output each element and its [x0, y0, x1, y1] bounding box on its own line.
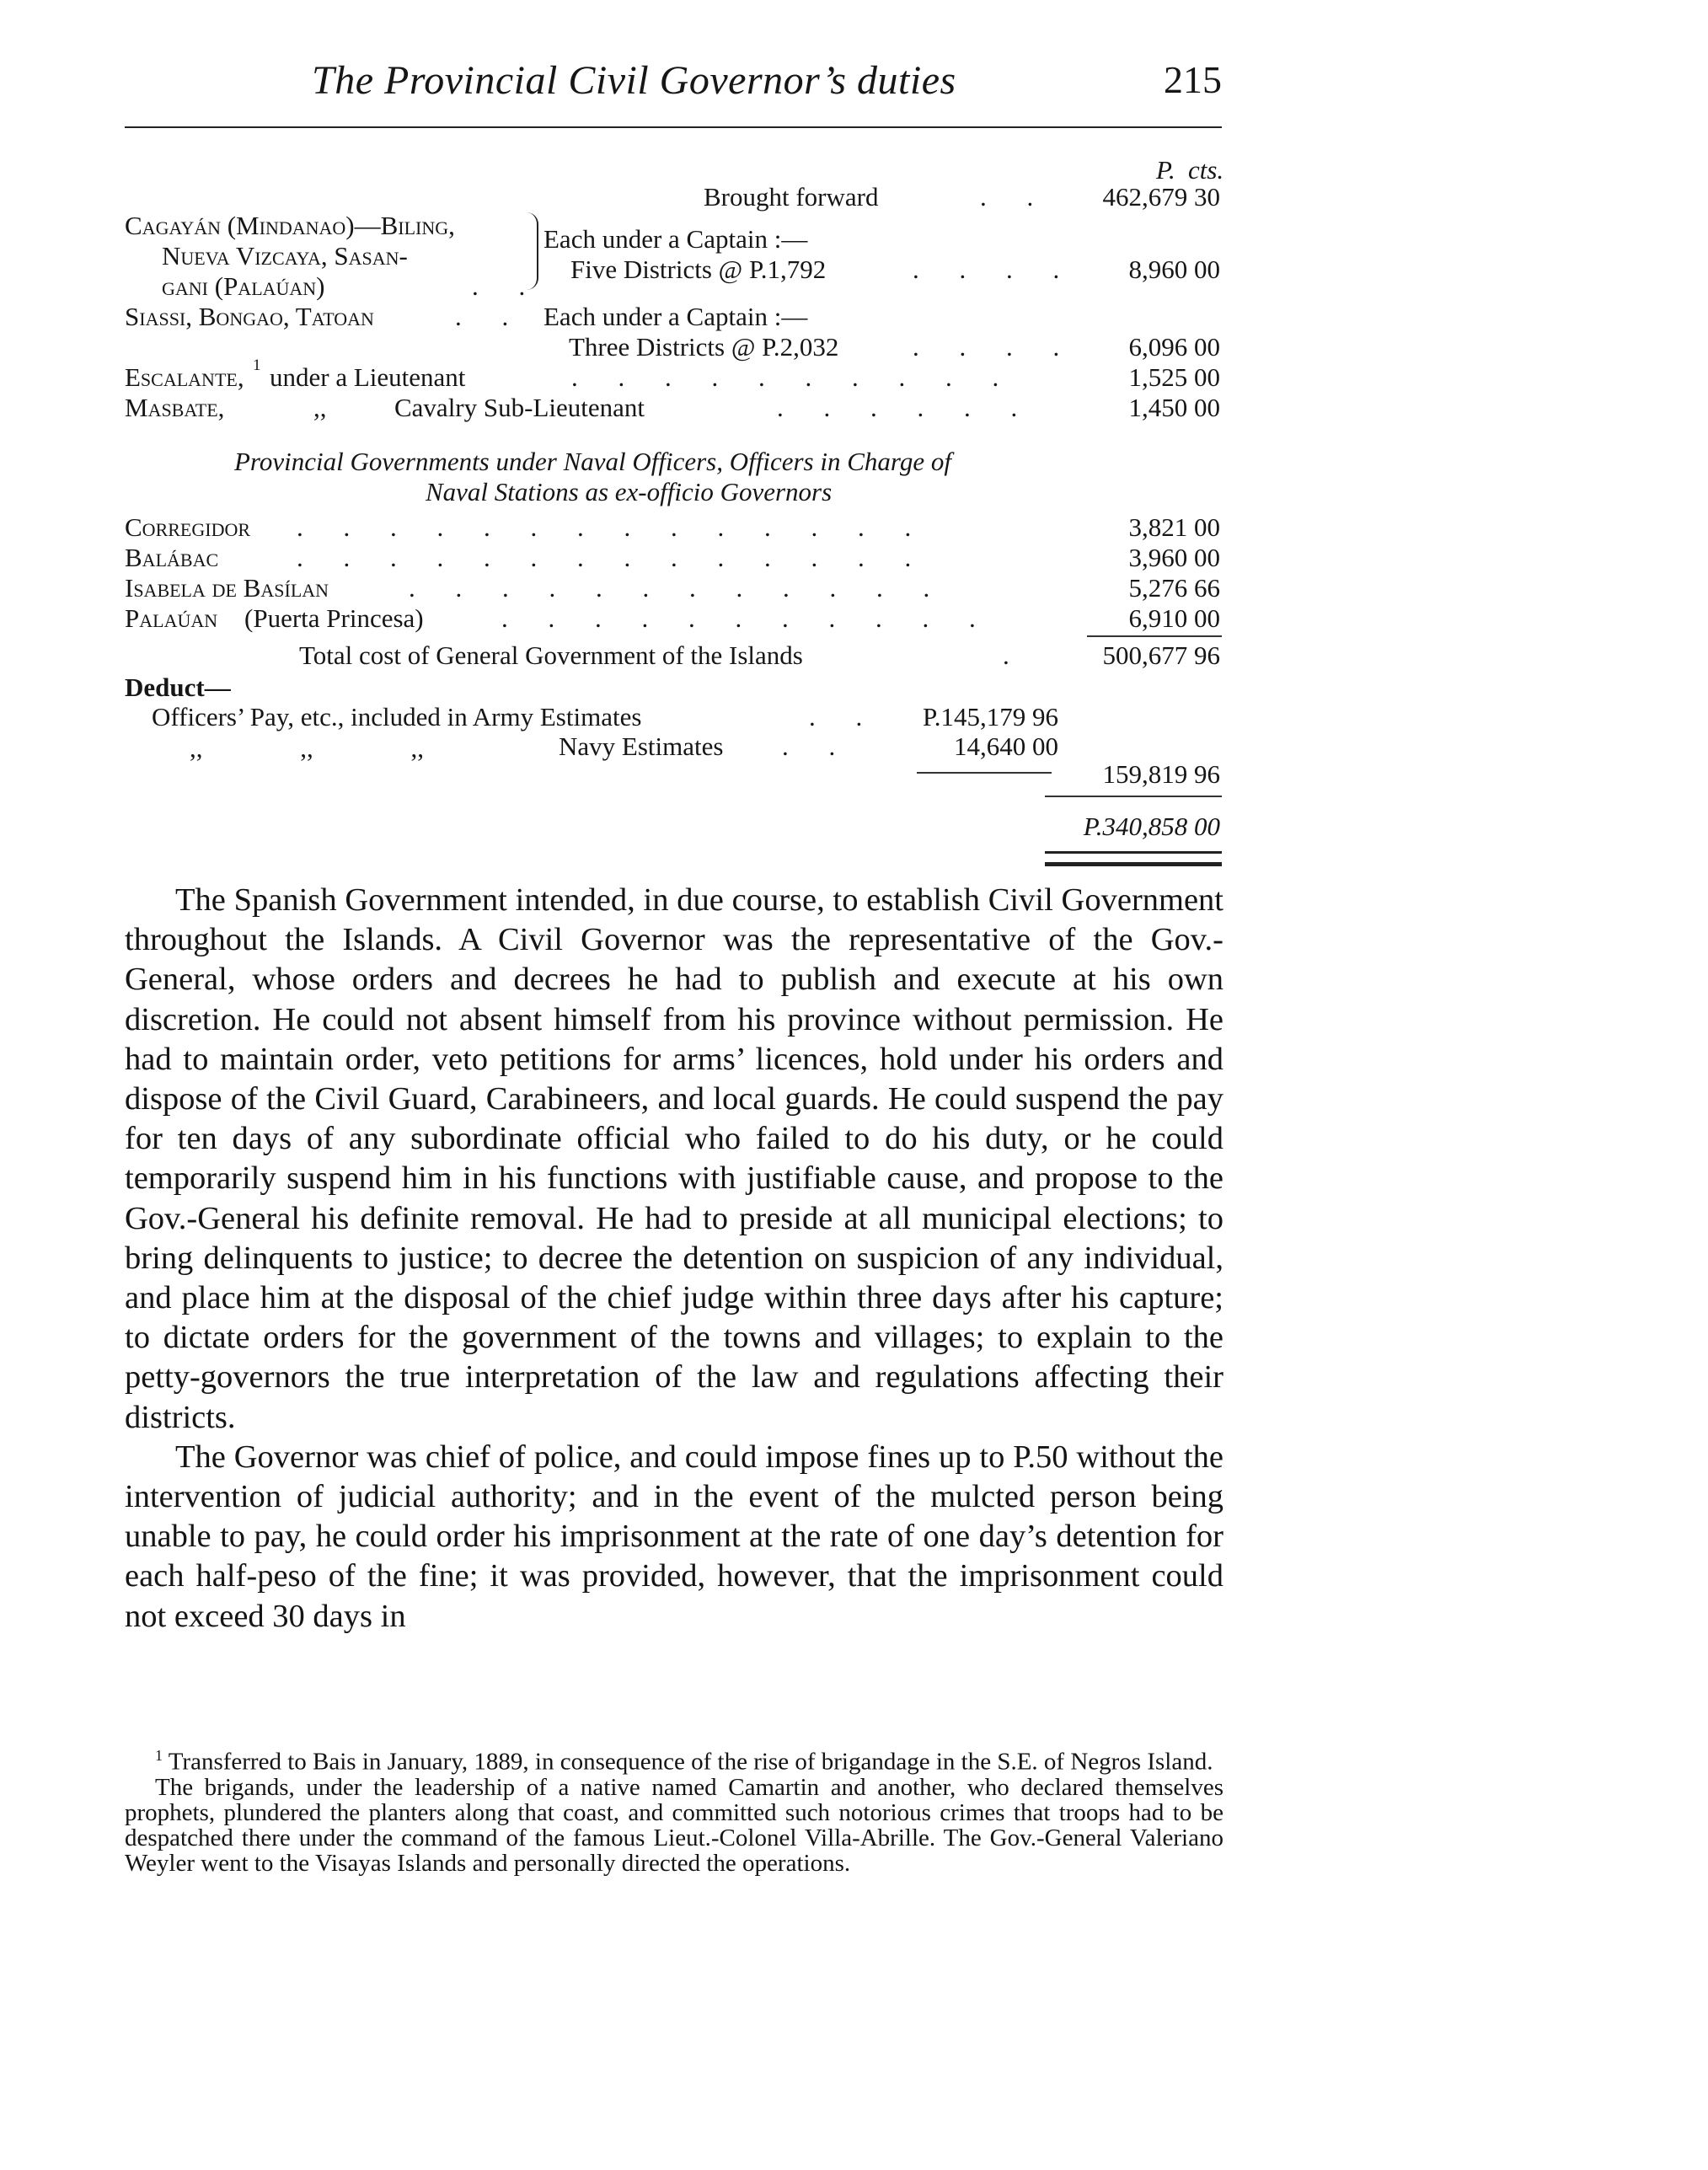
row-label: Palaúan [125, 603, 218, 633]
row-desc: Five Districts @ P.1,792 [570, 255, 827, 284]
row-desc: Each under a Captain :— [543, 302, 808, 331]
brace [527, 212, 538, 290]
double-rule [1045, 851, 1222, 866]
row-label: Escalante, [125, 362, 244, 392]
footnote-marker: 1 [155, 1747, 163, 1764]
row-label: Masbate, [125, 393, 225, 422]
row-label: Isabela de Basílan [125, 573, 329, 603]
leader-dots: . . . . . . . . . . . . [409, 573, 947, 603]
row-label: Nueva Vizcaya, Sasan- [162, 241, 408, 271]
amount-cell: 1,525 00 [1128, 362, 1220, 392]
ditto-mark: ,, [313, 393, 327, 422]
row-desc: Three Districts @ P.2,032 [569, 332, 839, 362]
leader-dots: . . [980, 182, 1051, 212]
amount-cell: P.145,179 96 [922, 702, 1058, 731]
sum-rule [1087, 635, 1222, 637]
amount-cell: 1,450 00 [1128, 393, 1220, 422]
paragraph: The Spanish Government intended, in due course, to establish Civil Government throughout the Islands. A Civil Governor was the representative of the Gov.-General, whose orders and decrees he had to publish and execute at his own discretion. He could not absent himself from his province without permission. He had to maintain order, veto petitions for arms’ licences, hold under his orders and dispose of the Civil Guard, Carabineers, and local guards. He could suspend the pay for ten days of any subordinate official who failed to do his duty, or he could temporarily suspend him in his functions with justifiable cause, and propose to the Gov.-General his definite removal. He had to preside at all municipal elections; to bring delinquents to justice; to decree the detention on suspicion of any individual, and place him at the disposal of the chief judge within three days after his capture; to dictate orders for the government of the towns and villages; to explain to the petty-governors the true interpretation of the law and regulations affecting their districts. [125, 882, 1223, 1435]
ditto-mark: ,, ,, ,, [190, 733, 424, 763]
body-text [125, 881, 1223, 1637]
section-subheading: Provincial Governments under Naval Officers, Officers in Charge of [234, 447, 951, 476]
footnote [125, 1743, 1223, 1775]
col-head-pesos: P. [1156, 155, 1175, 185]
page-number: 215 [1164, 58, 1222, 101]
row-label: Siassi, Bongao, Tatoan [125, 302, 374, 331]
net-total: P.340,858 00 [1083, 812, 1220, 841]
row-label: Balábac [125, 543, 219, 572]
sum-rule [917, 772, 1052, 774]
amount-cell: 14,640 00 [954, 731, 1058, 761]
total-label: Total cost of General Government of the Islands [299, 640, 803, 670]
leader-dots: . . [782, 731, 853, 761]
leader-dots: . . . . . . . . . . . . . . [297, 512, 929, 542]
leader-dots: . . . . . . . . . . [571, 362, 1016, 392]
footnote-text: Transferred to Bais in January, 1889, in consequence of the rise of brigandage in the S.E. of Negros Island. [168, 1748, 1213, 1776]
row-label: Cagayán (Mindanao)—Biling, [125, 211, 455, 240]
footnote-marker: 1 [253, 356, 261, 374]
cost-table [0, 0, 1708, 860]
amount-cell: 462,679 30 [1102, 182, 1220, 212]
running-title: The Provincial Civil Governor’s duties [312, 58, 956, 103]
leader-dots: . . [472, 271, 543, 301]
leader-dots: . . [455, 302, 526, 331]
footnote: The brigands, under the leadership of a native named Camartin and another, who declared themselves prophets, plundered the planters along that coast, and committed such notorious crimes that troops had to be despatched there under the command of the famous Lieut.-Colonel Villa-Abrille. The Gov.-General Valeriano Weyler went to the Visayas Islands and personally directed the operations. [125, 1773, 1223, 1877]
leader-dots: . . . . . . [777, 393, 1035, 422]
leader-dots: . . [809, 702, 880, 731]
col-head-cents: cts. [1188, 155, 1224, 185]
row-desc: Each under a Captain :— [543, 224, 808, 254]
row-desc: (Puerta Princesa) [244, 603, 424, 633]
deduct-row-label: Officers’ Pay, etc., included in Army Estimates [152, 702, 642, 731]
amount-cell: 8,960 00 [1128, 255, 1220, 284]
amount-cell: 3,960 00 [1128, 543, 1220, 572]
row-desc: Cavalry Sub-Lieutenant [394, 393, 645, 422]
row-desc: under a Lieutenant [270, 362, 466, 392]
paragraph: The Governor was chief of police, and could impose fines up to P.50 without the intervention of judicial authority; and in the event of the mulcted person being unable to pay, he could order his imprisonment at the rate of one day’s detention for each half-peso of the fine; it was provided, however, that the imprisonment could not exceed 30 days in [125, 1439, 1223, 1634]
leader-dots: . . . . . . . . . . . . . . [297, 543, 929, 572]
leader-dots: . . . . [913, 255, 1077, 284]
total-amount: 500,677 96 [1102, 640, 1220, 670]
sum-rule [1045, 796, 1222, 797]
deduct-subtotal: 159,819 96 [1102, 759, 1220, 789]
leader-dots: . . . . [913, 332, 1077, 362]
amount-cell: 5,276 66 [1128, 573, 1220, 603]
deduct-label: Deduct— [125, 672, 231, 702]
leader-dots: . [1003, 640, 1009, 670]
amount-cell: 6,910 00 [1128, 603, 1220, 633]
brought-forward-label: Brought forward [704, 182, 879, 212]
footnotes [125, 1743, 1223, 1876]
amount-cell: 6,096 00 [1128, 332, 1220, 362]
leader-dots: . . . . . . . . . . . [501, 603, 993, 633]
row-label: gani (Palaúan) [162, 271, 325, 301]
deduct-row-label: Navy Estimates [559, 731, 724, 761]
row-label: Corregidor [125, 512, 251, 542]
amount-cell: 3,821 00 [1128, 512, 1220, 542]
section-subheading: Naval Stations as ex-officio Governors [426, 477, 833, 506]
